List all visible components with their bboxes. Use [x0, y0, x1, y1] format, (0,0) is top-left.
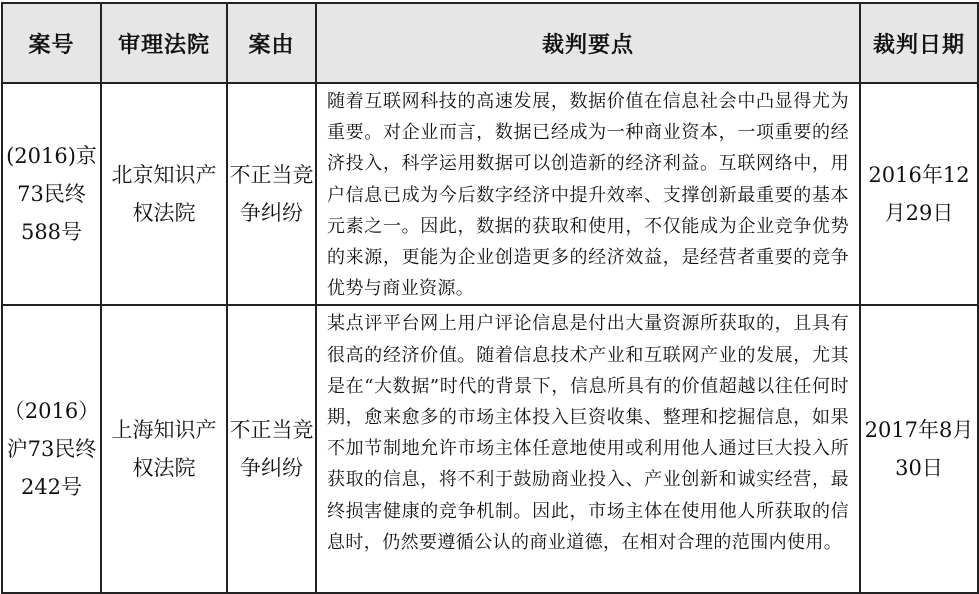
key-points-text: 某点评平台网上用户评论信息是付出大量资源所获取的，且具有很高的经济价值。随着信息技术产业和互联网产业的发展，尤其是在“大数据”时代的背景下，信息所具有的价值超越以往任何时期，愈来愈多的市场主体投入巨资收集、整理和挖掘信息，如果不加节制地允许市场主体任意地使用或利用他人通过巨大投入所获取的信息，将不利于鼓励商业投入、产业创新和诚实经营，最终损害健康的竞争机制。因此，市场主体在使用他人所获取的信息时，仍然要遵循公认的商业道德，在相对合理的范围内使用。	[316, 305, 860, 593]
case-cause: 不正当竞争纠纷	[227, 83, 316, 305]
judgment-date: 2016年12月29日	[860, 83, 978, 305]
table-row	[2, 305, 978, 593]
header-cause: 案由	[227, 3, 316, 83]
header-key-points: 裁判要点	[316, 3, 860, 83]
header-row	[2, 3, 978, 83]
court-name: 北京知识产权法院	[101, 83, 227, 305]
header-case-no: 案号	[2, 3, 101, 83]
key-points-text: 随着互联网科技的高速发展，数据价值在信息社会中凸显得尤为重要。对企业而言，数据已经成为一种商业资本，一项重要的经济投入，科学运用数据可以创造新的经济利益。互联网络中，用户信息已成为今后数字经济中提升效率、支撑创新最重要的基本元素之一。因此，数据的获取和使用，不仅能成为企业竞争优势的来源，更能为企业创造更多的经济效益，是经营者重要的竞争优势与商业资源。	[316, 83, 860, 305]
header-date: 裁判日期	[860, 3, 978, 83]
table-row	[2, 83, 978, 305]
case-number: (2016)京73民终588号	[2, 83, 101, 305]
case-table	[1, 2, 979, 594]
court-name: 上海知识产权法院	[101, 305, 227, 593]
header-court: 审理法院	[101, 3, 227, 83]
case-cause: 不正当竞争纠纷	[227, 305, 316, 593]
judgment-date: 2017年8月30日	[860, 305, 978, 593]
case-number: （2016）沪73民终242号	[2, 305, 101, 593]
